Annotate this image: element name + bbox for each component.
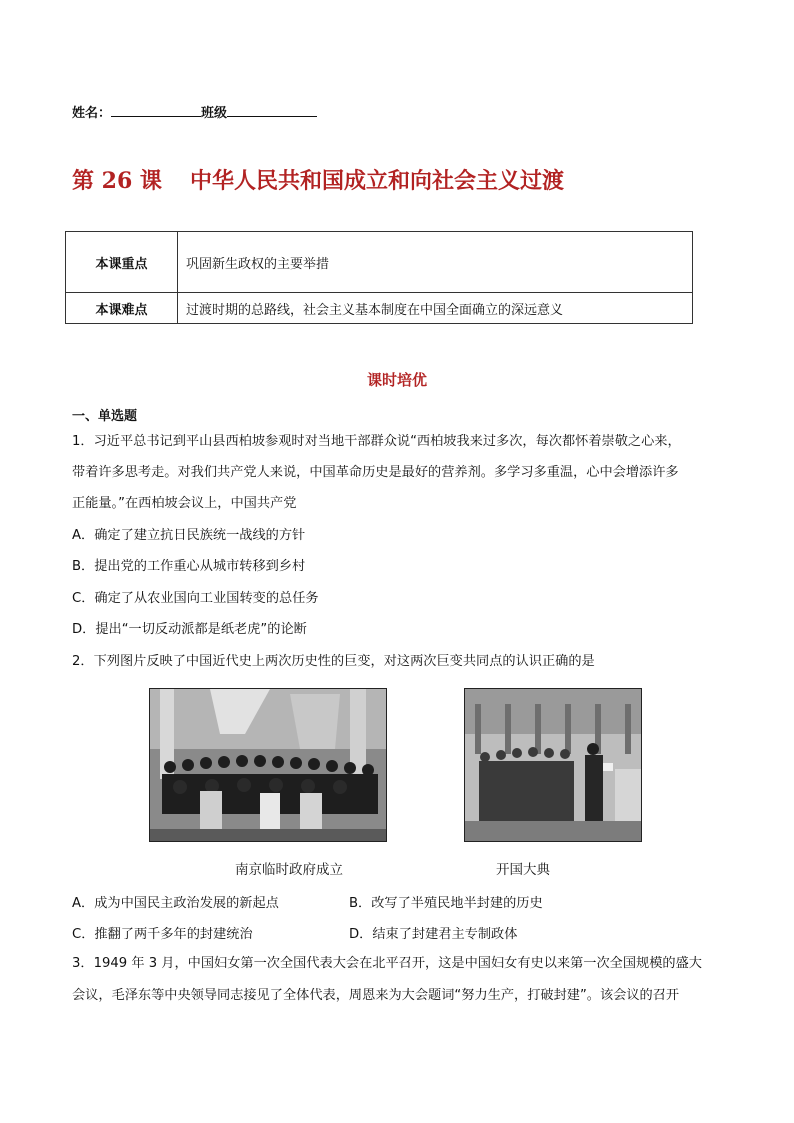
q1-stem-line: 带着许多思考走。对我们共产党人来说，中国革命历史是最好的营养剂。多学习多重温，心中会增添许多	[72, 465, 679, 480]
subsection-title: 一、单选题	[72, 409, 138, 424]
table-row	[66, 232, 693, 293]
q2-option-d[interactable]: D．结束了封建君主专制政体	[349, 927, 518, 942]
student-info-row	[72, 102, 317, 121]
photo-caption-nanjing: 南京临时政府成立	[235, 862, 343, 878]
q1-stem-line: 正能量。”在西柏坡会议上，中国共产党	[72, 496, 297, 511]
q2-stem: 2．下列图片反映了中国近代史上两次历史性的巨变，对这两次巨变共同点的认识正确的是	[72, 654, 595, 669]
section-title: 课时培优	[366, 371, 427, 389]
q1-stem-line: 1．习近平总书记到平山县西柏坡参观时对当地干部群众说“西柏坡我来过多次，每次都怀着崇敬之心来，	[72, 434, 681, 449]
table-row	[66, 293, 693, 324]
nanjing-government-photo	[149, 688, 387, 842]
lesson-title	[72, 164, 564, 195]
class-blank[interactable]	[227, 104, 317, 117]
founding-ceremony-photo	[464, 688, 642, 842]
class-label: 班级	[201, 106, 228, 121]
q2-option-a[interactable]: A．成为中国民主政治发展的新起点	[72, 896, 279, 911]
q2-option-b[interactable]: B．改写了半殖民地半封建的历史	[349, 896, 543, 911]
q3-stem-line: 会议，毛泽东等中央领导同志接见了全体代表，周恩来为大会题词“努力生产，打破封建”。该会议的召开	[72, 988, 680, 1003]
key-points-table	[65, 231, 693, 324]
ceremony-photo-illustration	[465, 689, 642, 842]
key-point-value: 巩固新生政权的主要举措	[178, 232, 693, 293]
lesson-number: 第 26 课	[72, 168, 162, 194]
name-blank[interactable]	[111, 104, 201, 117]
key-point-label: 本课重点	[66, 232, 178, 293]
photo-caption-ceremony: 开国大典	[496, 862, 550, 878]
q3-stem-line: 3．1949 年 3 月，中国妇女第一次全国代表大会在北平召开，这是中国妇女有史以来第一次全国规模的盛大	[72, 956, 702, 971]
group-photo-illustration	[150, 689, 387, 842]
lesson-title-text: 中华人民共和国成立和向社会主义过渡	[189, 168, 564, 194]
difficulty-value: 过渡时期的总路线，社会主义基本制度在中国全面确立的深远意义	[178, 293, 693, 324]
name-label: 姓名：	[72, 106, 112, 121]
q1-option-b[interactable]: B．提出党的工作重心从城市转移到乡村	[72, 559, 306, 574]
q1-option-a[interactable]: A．确定了建立抗日民族统一战线的方针	[72, 528, 306, 543]
q2-option-c[interactable]: C．推翻了两千多年的封建统治	[72, 927, 253, 942]
difficulty-label: 本课难点	[66, 293, 178, 324]
q1-option-d[interactable]: D．提出“一切反动派都是纸老虎”的论断	[72, 622, 307, 637]
q1-option-c[interactable]: C．确定了从农业国向工业国转变的总任务	[72, 591, 319, 606]
